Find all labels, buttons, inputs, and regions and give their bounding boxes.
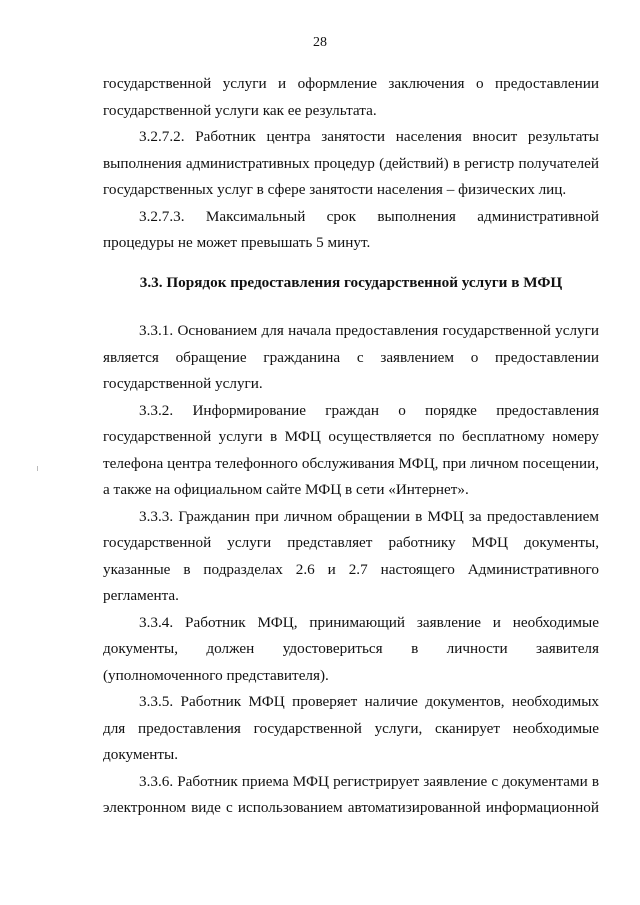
paragraph-3-3-1: 3.3.1. Основанием для начала предоставления государственной услуги является обращение гражданина с заявлением о предоставлении государственной услуги. — [103, 322, 599, 392]
top-paragraphs — [103, 71, 599, 257]
section-heading-block — [103, 270, 599, 297]
paragraph-3-2-7-3: 3.2.7.3. Максимальный срок выполнения административной процедуры не может превышать 5 минут. — [103, 207, 599, 251]
paragraph-3-3-2: 3.3.2. Информирование граждан о порядке предоставления государственной услуги в МФЦ осуществляется по бесплатному номеру телефона центра телефонного обслуживания МФЦ, при личном посещении, а также на официальном сайте МФЦ в сети «Интернет». — [103, 401, 599, 498]
section-heading: 3.3. Порядок предоставления государственной услуги в МФЦ — [139, 274, 563, 291]
page-number: 28 — [313, 35, 327, 50]
bottom-paragraphs — [103, 318, 599, 822]
paragraph-continuation: государственной услуги и оформление заключения о предоставлении государственной услуги как ее результата. — [103, 75, 599, 119]
scan-margin-mark — [37, 466, 38, 471]
paragraph-3-3-5: 3.3.5. Работник МФЦ проверяет наличие документов, необходимых для предоставления государственной услуги, сканирует необходимые документы. — [103, 693, 599, 763]
paragraph-3-3-6: 3.3.6. Работник приема МФЦ регистрирует заявление с документами в электронном виде с использованием автоматизированной информационной — [103, 772, 599, 816]
paragraph-3-2-7-2: 3.2.7.2. Работник центра занятости населения вносит результаты выполнения административных процедур (действий) в регистр получателей государственных услуг в сфере занятости населения – физических лиц. — [103, 128, 599, 198]
paragraph-3-3-4: 3.3.4. Работник МФЦ, принимающий заявление и необходимые документы, должен удостовериться в личности заявителя (уполномоченного представителя). — [103, 613, 599, 684]
paragraph-3-3-3: 3.3.3. Гражданин при личном обращении в МФЦ за предоставлением государственной услуги представляет работнику МФЦ документы, указанные в подразделах 2.6 и 2.7 настоящего Административного регламента. — [103, 507, 599, 604]
